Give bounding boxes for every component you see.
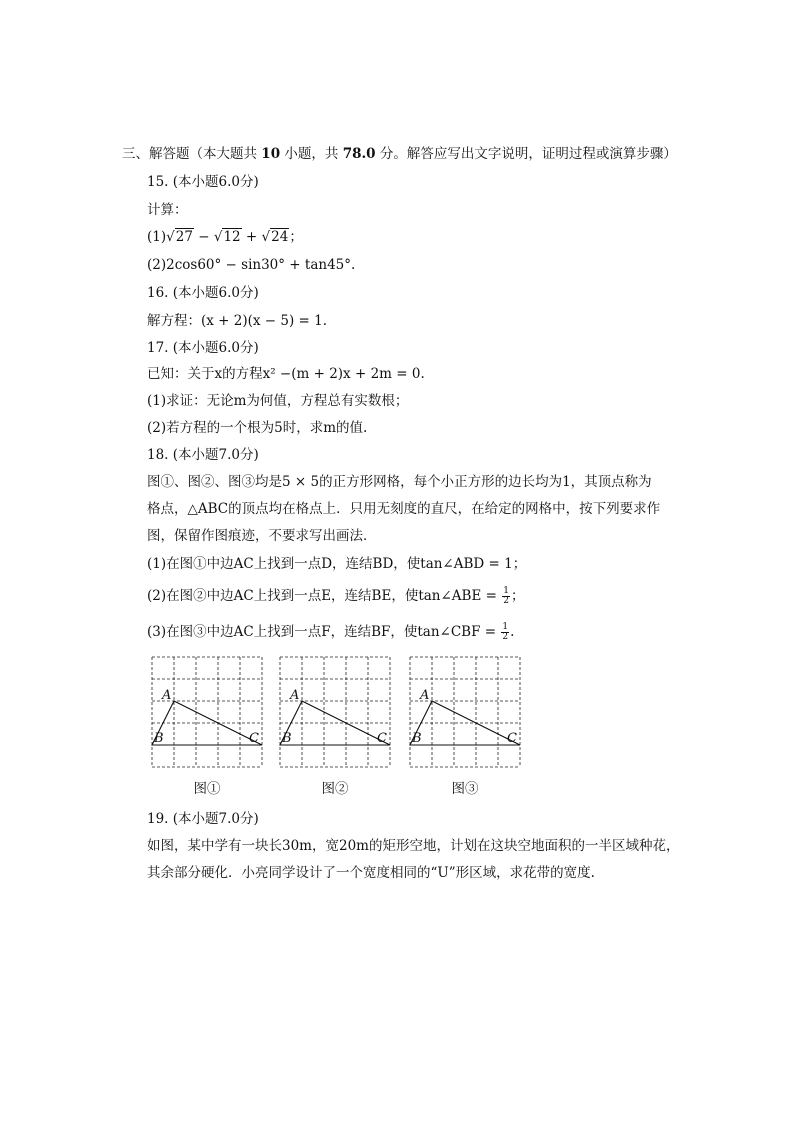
q15-item1: (1)√27 − √12 + √24； [147, 229, 303, 245]
section-header-prefix: 三、解答题（本大题共 [122, 146, 262, 162]
q18-part3-end: . [510, 624, 515, 640]
q15-item1-prefix: (1) [147, 229, 167, 245]
radicand-3: 24 [271, 229, 289, 245]
figure-caption-3: 图③ [451, 781, 479, 797]
q15-item2: (2)2cos60° − sin30° + tan45°. [147, 257, 356, 273]
section-header [122, 146, 677, 162]
radicand-2: 12 [223, 229, 241, 245]
q15-item1-end: ； [289, 229, 303, 245]
section-header-suffix: 分。解答应写出文字说明，证明过程或演算步骤） [375, 146, 677, 162]
q18-part2-end: ； [510, 588, 525, 604]
q16-heading: 16. (本小题6.0分) [147, 285, 259, 301]
radicand-1: 27 [175, 229, 193, 245]
q18-heading: 18. (本小题7.0分) [147, 447, 259, 463]
fraction-denominator: 2 [503, 596, 509, 606]
vertex-label-c: C [507, 731, 517, 746]
vertex-label-b: B [412, 731, 422, 746]
q18-line3: 图，保留作图痕迹，不要求写出画法． [147, 528, 377, 544]
vertex-label-a: A [420, 688, 430, 703]
vertex-label-b: B [154, 731, 164, 746]
grid-figure-1 [151, 656, 263, 768]
fraction-numerator: 1 [502, 622, 509, 632]
q19-line1: 如图，某中学有一块长30m，宽20m的矩形空地，计划在这块空地面积的一半区域种花， [147, 838, 680, 854]
vertex-label-a: A [162, 688, 172, 703]
grid-figure-3 [409, 656, 521, 768]
q17-heading: 17. (本小题6.0分) [147, 340, 259, 356]
q18-line2: 格点，△ABC的顶点均在格点上．只用无刻度的直尺，在给定的网格中，按下列要求作 [147, 501, 661, 517]
fraction-one-half [501, 623, 509, 642]
section-question-count: 10 [261, 146, 281, 162]
q16-text: 解方程：(x + 2)(x − 5) = 1. [147, 313, 328, 329]
q15-instruction: 计算： [147, 202, 188, 218]
q18-part2-text: (2)在图②中边AC上找到一点E，连结BE，使tan∠ABE = [147, 588, 502, 604]
grid-figure-2 [279, 656, 391, 768]
fraction-denominator: 2 [502, 632, 509, 642]
vertex-label-c: C [377, 731, 387, 746]
op-1: − [198, 229, 210, 245]
q18-part3 [147, 623, 514, 642]
q17-text: 已知：关于x的方程x² −(m + 2)x + 2m = 0. [147, 366, 425, 382]
vertex-label-a: A [290, 688, 300, 703]
q17-part2: (2)若方程的一个根为5时，求m的值. [147, 420, 368, 436]
q18-part2 [147, 587, 524, 606]
q18-line1: 图①、图②、图③均是5 × 5的正方形网格，每个小正方形的边长均为1，其顶点称为 [147, 474, 652, 490]
op-2: + [245, 229, 258, 245]
fraction-numerator: 1 [503, 586, 509, 596]
q15-heading: 15. (本小题6.0分) [147, 174, 259, 190]
q18-part1: (1)在图①中边AC上找到一点D，连结BD，使tan∠ABD = 1； [147, 556, 527, 572]
fraction-one-half [502, 587, 510, 606]
q17-part1: (1)求证：无论m为何值，方程总有实数根； [147, 393, 409, 409]
q19-line2: 其余部分硬化．小亮同学设计了一个宽度相同的“U”形区域，求花带的宽度. [147, 865, 595, 881]
section-header-mid: 小题，共 [280, 146, 343, 162]
q18-part3-text: (3)在图③中边AC上找到一点F，连结BF，使tan∠CBF = [147, 624, 501, 640]
vertex-label-b: B [282, 731, 292, 746]
vertex-label-c: C [249, 731, 259, 746]
figure-caption-2: 图② [321, 781, 349, 797]
section-total-score: 78.0 [342, 146, 376, 162]
figure-caption-1: 图① [193, 781, 221, 797]
q19-heading: 19. (本小题7.0分) [147, 811, 259, 827]
